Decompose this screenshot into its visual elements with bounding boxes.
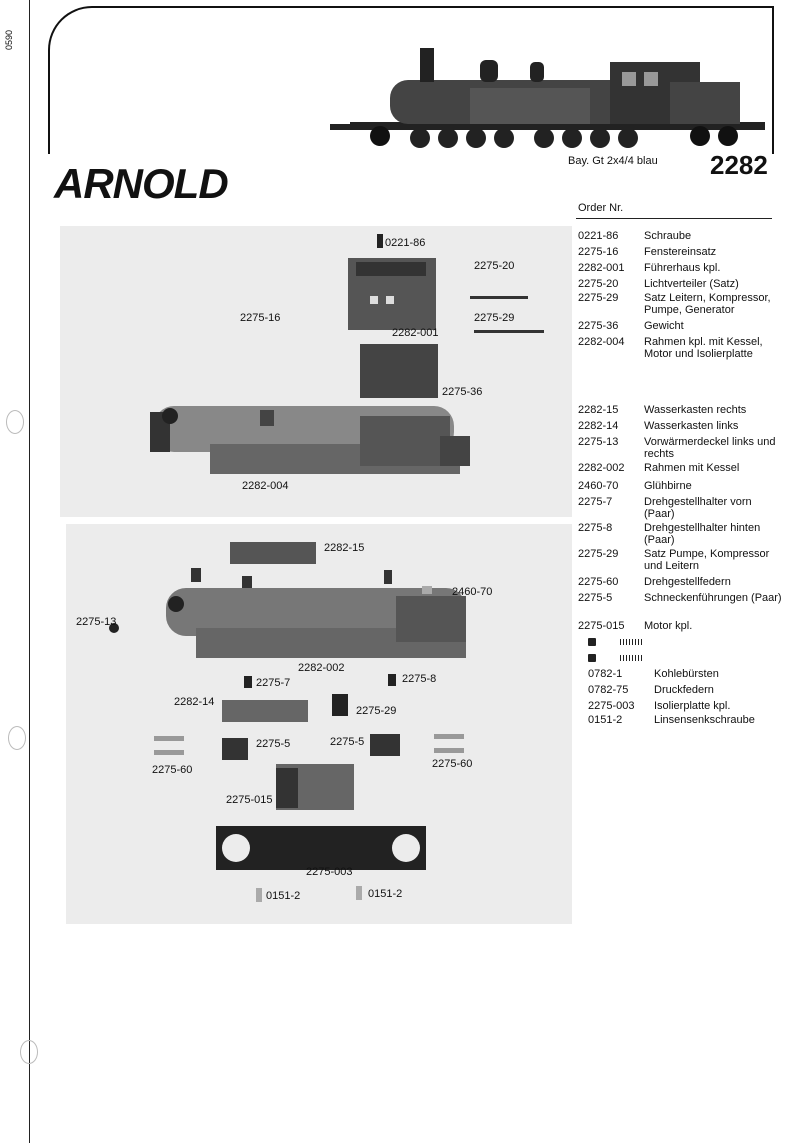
- punch-hole: [20, 1040, 38, 1064]
- part-number: 2275-36: [578, 320, 619, 332]
- part-description: Rahmen mit Kessel: [644, 462, 740, 474]
- part-description: Wasserkasten links: [644, 420, 739, 432]
- part-number: 2282-004: [578, 336, 625, 348]
- part-number: 2275-29: [578, 292, 619, 304]
- part-number: 2275-8: [578, 522, 613, 534]
- lower-parts-drawing: [66, 524, 572, 924]
- order-heading: Order Nr.: [578, 202, 624, 214]
- part-description: Drehgestellhalter hinten (Paar): [644, 522, 761, 546]
- callout-label: 2275-60: [152, 764, 193, 776]
- callout-label: 2282-15: [324, 542, 365, 554]
- order-rule: [576, 218, 772, 219]
- part-number: 2275-003: [588, 700, 635, 712]
- callout-label: 2275-13: [76, 616, 117, 628]
- part-number: 2282-14: [578, 420, 619, 432]
- part-description: Gewicht: [644, 320, 684, 332]
- callout-label: 2282-004: [242, 480, 289, 492]
- binder-line: [29, 0, 30, 1143]
- part-description: Lichtverteiler (Satz): [644, 278, 739, 290]
- brand-logo: ARNOLD: [54, 160, 228, 207]
- part-description: Drehgestellfedern: [644, 576, 731, 588]
- part-number: 2275-7: [578, 496, 613, 508]
- spring-icon: [620, 639, 642, 645]
- callout-label: 2275-5: [330, 736, 365, 748]
- callout-label: 2275-5: [256, 738, 291, 750]
- callout-label: 0151-2: [368, 888, 403, 900]
- callout-label: 0151-2: [266, 890, 301, 902]
- exploded-view-upper: [60, 226, 572, 517]
- callout-label: 2275-60: [432, 758, 473, 770]
- locomotive-illustration: [330, 40, 770, 152]
- callout-label: 2275-8: [402, 673, 437, 685]
- callout-label: 2275-7: [256, 677, 291, 689]
- callout-label: 2275-29: [356, 705, 397, 717]
- part-number: 2275-29: [578, 548, 619, 560]
- part-number: 2275-015: [578, 620, 625, 632]
- part-description: Glühbirne: [644, 480, 692, 492]
- part-number: 2275-20: [578, 278, 619, 290]
- part-number: 2282-001: [578, 262, 625, 274]
- part-description: Rahmen kpl. mit Kessel, Motor und Isolierplatte: [644, 336, 763, 360]
- part-description: Schneckenführungen (Paar): [644, 592, 782, 604]
- part-number: 0782-75: [588, 684, 629, 696]
- part-number: 0782-1: [588, 668, 623, 680]
- callout-label: 2275-36: [442, 386, 483, 398]
- part-description: Motor kpl.: [644, 620, 693, 632]
- spring-icon: [620, 655, 642, 661]
- callout-label: 0221-86: [385, 237, 426, 249]
- callout-label: 2275-015: [226, 794, 273, 806]
- part-description: Isolierplatte kpl.: [654, 700, 731, 712]
- part-number: 0151-2: [588, 714, 623, 726]
- part-number: 2275-13: [578, 436, 619, 448]
- part-number: 2275-5: [578, 592, 613, 604]
- part-description: Wasserkasten rechts: [644, 404, 747, 416]
- side-code: 0590: [4, 29, 14, 50]
- part-number: 2282-002: [578, 462, 625, 474]
- part-number: 2282-15: [578, 404, 619, 416]
- callout-label: 2282-14: [174, 696, 215, 708]
- part-description: Satz Pumpe, Kompressor und Leitern: [644, 548, 770, 572]
- part-description: Schraube: [644, 230, 692, 242]
- callout-label: 2275-29: [474, 312, 515, 324]
- callout-label: 2282-002: [298, 662, 345, 674]
- part-description: Drehgestellhalter vorn (Paar): [644, 496, 752, 520]
- part-description: Linsensenkschraube: [654, 714, 755, 726]
- model-subtitle: Bay. Gt 2x4/4 blau: [568, 155, 658, 167]
- callout-label: 2275-003: [306, 866, 353, 878]
- part-description: Vorwärmerdeckel links und rechts: [644, 436, 776, 460]
- part-description: Satz Leitern, Kompressor, Pumpe, Generator: [644, 292, 771, 316]
- punch-hole: [8, 726, 26, 750]
- punch-hole: [6, 410, 24, 434]
- model-number: 2282: [710, 150, 768, 180]
- part-number: 0221-86: [578, 230, 619, 242]
- part-number: 2460-70: [578, 480, 619, 492]
- part-description: Führerhaus kpl.: [644, 262, 721, 274]
- part-description: Druckfedern: [654, 684, 714, 696]
- part-number: 2275-60: [578, 576, 619, 588]
- exploded-view-lower: [66, 524, 572, 924]
- brush-icon: [588, 654, 596, 662]
- callout-label: 2282-001: [392, 327, 439, 339]
- brush-icon: [588, 638, 596, 646]
- callout-label: 2460-70: [452, 586, 493, 598]
- part-description: Kohlebürsten: [654, 668, 719, 680]
- callout-label: 2275-16: [240, 312, 281, 324]
- part-description: Fenstereinsatz: [644, 246, 717, 258]
- callout-label: 2275-20: [474, 260, 515, 272]
- part-number: 2275-16: [578, 246, 619, 258]
